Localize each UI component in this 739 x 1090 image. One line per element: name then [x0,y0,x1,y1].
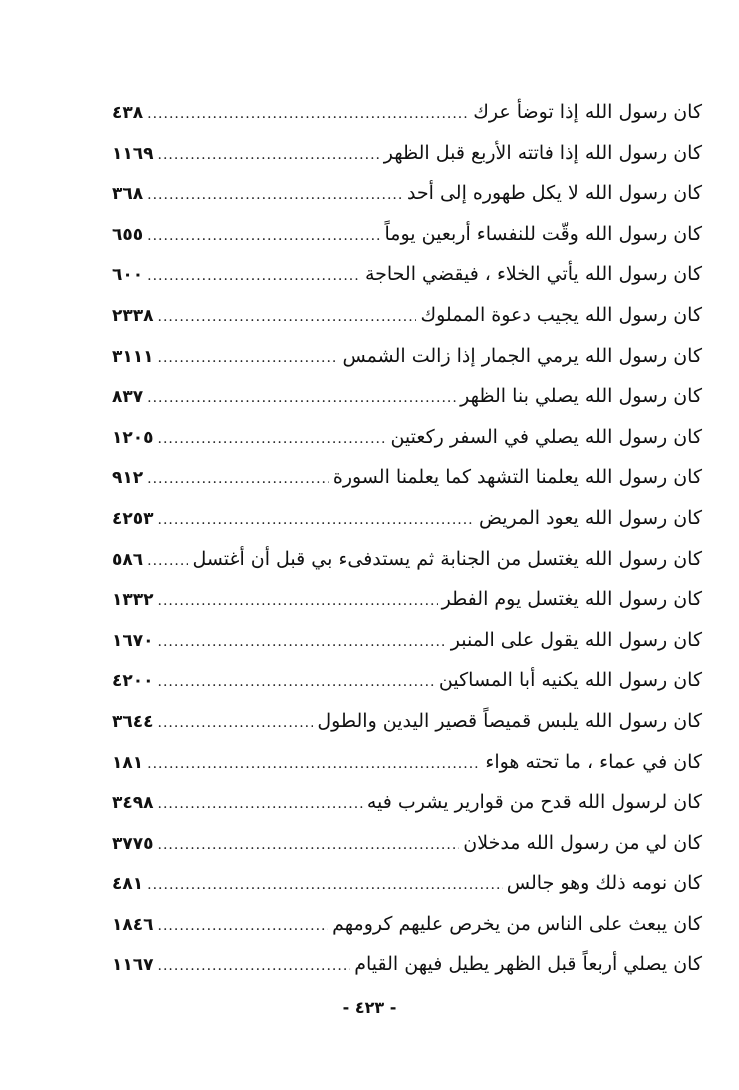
entry-page-number: ١٢٠٥ [112,427,154,448]
index-entry [112,92,702,133]
entry-page-number: ١٣٣٢ [112,590,154,611]
entry-text: كان رسول الله إذا توضأ عرك [473,101,702,123]
entry-page-number: ٣٦٨ [112,184,144,205]
entry-text: كان رسول الله يعود المريض [478,506,702,529]
dot-leader [158,581,438,621]
dot-leader [147,459,329,499]
entry-page-number: ٤٨١ [112,874,144,895]
index-entry [112,254,702,295]
entry-text: كان رسول الله يلبس قميصاً قصير اليدين والطول [317,709,702,732]
dot-leader [147,216,380,256]
dot-leader [158,825,460,865]
dot-leader [158,906,329,946]
entry-text: كان رسول الله يجيب دعوة المملوك [420,303,702,326]
entry-page-number: ٦٥٥ [112,224,144,245]
entry-text: كان لرسول الله قدح من قوارير يشرب فيه [366,791,702,814]
dot-leader [158,622,447,662]
index-entry [112,214,702,255]
entry-page-number: ١٦٧٠ [112,630,154,651]
index-entry [112,863,702,904]
entry-page-number: ١٨١ [112,752,144,773]
entry-page-number: ٢٣٣٨ [112,305,154,326]
entry-page-number: ١١٦٧ [112,955,154,976]
index-entry [112,742,702,783]
index-entry [112,336,702,377]
index-entry [112,539,702,580]
index-entry [112,944,702,985]
dot-leader [158,135,380,175]
entry-page-number: ٤٢٥٣ [112,508,154,529]
entry-text: كان رسول الله يقول على المنبر [450,628,702,651]
dot-leader [158,784,363,824]
index-entry [112,782,702,823]
hadith-index-list [112,92,702,985]
index-entry [112,498,702,539]
entry-page-number: ٥٨٦ [112,549,144,570]
entry-text: كان رسول الله يأتي الخلاء ، فيقضي الحاجة [364,263,702,286]
entry-text: كان رسول الله يرمي الجمار إذا زالت الشمس [342,344,702,367]
dot-leader [147,378,456,418]
entry-page-number: ٩١٢ [112,468,144,489]
entry-page-number: ٣٤٩٨ [112,793,154,814]
entry-text: كان رسول الله يكنيه أبا المساكين [438,669,702,692]
entry-text: كان رسول الله يصلي في السفر ركعتين [390,425,702,448]
dot-leader [158,338,339,378]
entry-page-number: ٣١١١ [112,346,154,367]
entry-text: كان رسول الله وقّت للنفساء أربعين يوماً [384,222,702,245]
entry-page-number: ١٨٤٦ [112,914,154,935]
page-number: - ٤٢٣ - [342,998,397,1017]
entry-page-number: ٤٣٨ [112,103,144,123]
entry-text: كان رسول الله إذا فاتته الأربع قبل الظهر [383,141,702,164]
entry-text: كان رسول الله يعلمنا التشهد كما يعلمنا السورة [332,466,702,489]
entry-page-number: ٦٠٠ [112,265,144,286]
entry-text: كان نومه ذلك وهو جالس [506,872,702,895]
index-entry [112,133,702,174]
dot-leader [147,175,403,215]
index-entry [112,376,702,417]
entry-text: كان يبعث على الناس من يخرص عليهم كرومهم [332,912,702,935]
index-entry [112,295,702,336]
index-entry [112,173,702,214]
dot-leader [147,865,503,905]
index-entry [112,701,702,742]
dot-leader [158,297,417,337]
dot-leader [158,419,387,459]
dot-leader [147,541,188,581]
dot-leader [147,94,469,134]
entry-page-number: ٣٦٤٤ [112,711,154,732]
index-entry [112,823,702,864]
index-entry [112,579,702,620]
entry-text: كان يصلي أربعاً قبل الظهر يطيل فيهن القيام [354,953,702,976]
entry-text: كان رسول الله يغتسل من الجنابة ثم يستدفىء بي قبل أن أغتسل [192,547,702,570]
entry-text: كان لي من رسول الله مدخلان [463,831,702,854]
dot-leader [147,744,481,784]
entry-page-number: ٤٢٠٠ [112,671,154,692]
dot-leader [158,662,435,702]
entry-text: كان في عماء ، ما تحته هواء [485,750,702,773]
index-entry [112,457,702,498]
entry-text: كان رسول الله لا يكل طهوره إلى أحد [406,182,702,205]
entry-page-number: ٣٧٧٥ [112,833,154,854]
index-entry [112,620,702,661]
entry-text: كان رسول الله يغتسل يوم الفطر [441,588,702,611]
dot-leader [147,256,361,296]
index-entry [112,660,702,701]
entry-text: كان رسول الله يصلي بنا الظهر [460,385,702,408]
index-entry [112,417,702,458]
dot-leader [158,500,475,540]
dot-leader [158,703,314,743]
entry-page-number: ٨٣٧ [112,387,144,408]
dot-leader [158,946,351,986]
index-entry [112,904,702,945]
entry-page-number: ١١٦٩ [112,143,154,164]
